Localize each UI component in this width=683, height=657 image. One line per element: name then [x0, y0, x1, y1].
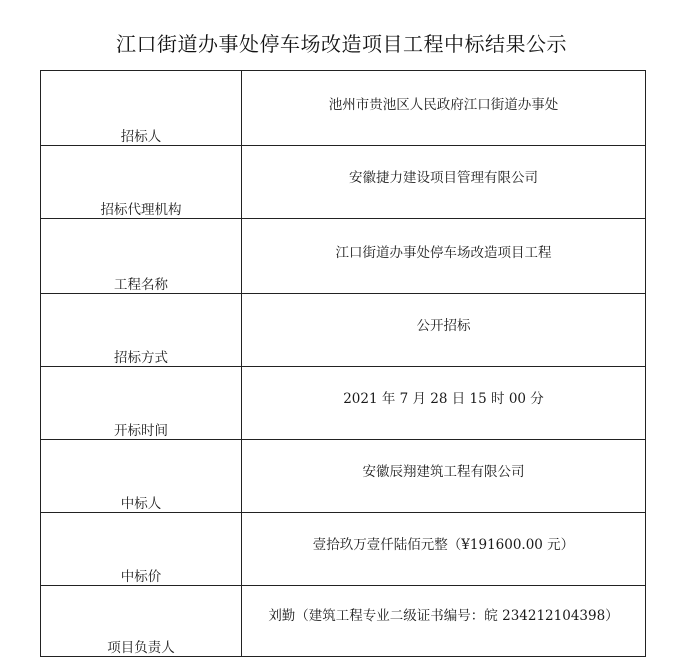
table-row-project-manager: [41, 586, 646, 657]
row-value-project-manager: 刘勤（建筑工程专业二级证书编号：皖 234212104398）: [242, 586, 646, 657]
page-title: 江口街道办事处停车场改造项目工程中标结果公示: [116, 32, 567, 56]
row-label-winning-price: 中标价: [41, 513, 242, 586]
table-row-winning-price: [41, 513, 646, 586]
row-value-agency: 安徽捷力建设项目管理有限公司: [242, 146, 646, 219]
row-label-project-name: 工程名称: [41, 219, 242, 294]
row-label-winning-bidder: 中标人: [41, 440, 242, 513]
award-notice-table: [40, 70, 646, 657]
row-value-bidding-method: 公开招标: [242, 294, 646, 367]
row-label-opening-time: 开标时间: [41, 367, 242, 440]
row-value-tenderer: 池州市贵池区人民政府江口街道办事处: [242, 71, 646, 146]
row-label-agency: 招标代理机构: [41, 146, 242, 219]
row-label-tenderer: 招标人: [41, 71, 242, 146]
table-row-opening-time: [41, 367, 646, 440]
table-row-bidding-method: [41, 294, 646, 367]
row-value-winning-price: 壹拾玖万壹仟陆佰元整（¥191600.00 元）: [242, 513, 646, 586]
table-row-tenderer: [41, 71, 646, 146]
row-label-project-manager: 项目负责人: [41, 586, 242, 657]
table-row-agency: [41, 146, 646, 219]
row-value-project-name: 江口街道办事处停车场改造项目工程: [242, 219, 646, 294]
table-row-project-name: [41, 219, 646, 294]
row-value-winning-bidder: 安徽辰翔建筑工程有限公司: [242, 440, 646, 513]
table-row-winning-bidder: [41, 440, 646, 513]
row-value-opening-time: 2021 年 7 月 28 日 15 时 00 分: [242, 367, 646, 440]
row-label-bidding-method: 招标方式: [41, 294, 242, 367]
